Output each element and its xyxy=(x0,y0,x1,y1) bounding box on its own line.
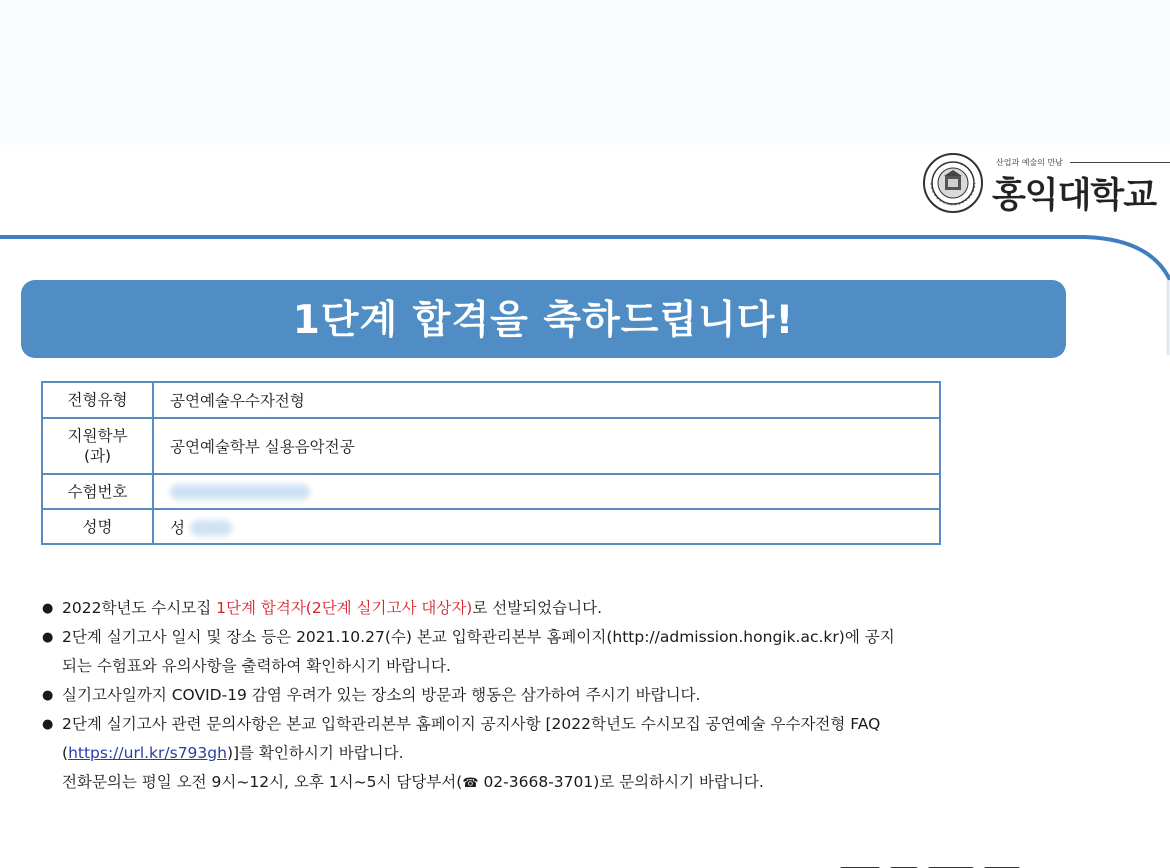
bullet-icon: ● xyxy=(42,630,54,645)
list-item xyxy=(42,594,962,623)
note1-text-end: 로 선발되었습니다. xyxy=(472,599,602,617)
department-value: 공연예술학부 실용음악전공 xyxy=(153,418,940,474)
list-item xyxy=(42,623,962,681)
table-row xyxy=(42,474,940,509)
name-label: 성명 xyxy=(42,509,153,544)
faq-link[interactable]: https://url.kr/s793gh xyxy=(68,744,227,762)
phone-icon: ☎ xyxy=(462,776,479,791)
name-visible-part: 성 xyxy=(170,518,185,537)
note4-line2 xyxy=(62,739,962,768)
congratulations-banner: 1단계 합격을 축하드립니다! xyxy=(21,280,1066,358)
department-label-line2: (과) xyxy=(83,447,112,465)
bullet-icon: ● xyxy=(42,601,54,616)
list-item xyxy=(42,710,962,798)
table-row xyxy=(42,382,940,418)
bullet-icon: ● xyxy=(42,688,54,703)
applicant-info-table xyxy=(41,381,941,545)
admission-type-label: 전형유형 xyxy=(42,382,153,418)
logo-wordmark: 홍익대학교 xyxy=(992,176,1157,216)
note4-line1: 2단계 실기고사 관련 문의사항은 본교 입학관리본부 홈페이지 공지사항 [2022학년도 수시모집 공연예술 우수자전형 FAQ xyxy=(62,715,881,733)
name-value xyxy=(153,509,940,544)
slogan-divider xyxy=(1070,162,1170,163)
note2-line1: 2단계 실기고사 일시 및 장소 등은 2021.10.27(수) 본교 입학관리본부 홈페이지(http://admission.hongik.ac.kr)에 공지 xyxy=(62,628,895,646)
table-row xyxy=(42,418,940,474)
logo-slogan: 산업과 예술의 만남 xyxy=(996,158,1063,167)
table-row xyxy=(42,509,940,544)
note4-phone-number: 02-3668-3701)로 문의하시기 바랍니다. xyxy=(478,773,764,791)
note2-line2: 되는 수험표와 유의사항을 출력하여 확인하시기 바랍니다. xyxy=(62,657,451,675)
bullet-icon: ● xyxy=(42,717,54,732)
note4-paren: ( xyxy=(62,744,69,762)
admission-type-value: 공연예술우수자전형 xyxy=(153,382,940,418)
university-logo xyxy=(922,152,1170,216)
note1-highlight: 1단계 합격자(2단계 실기고사 대상자) xyxy=(216,599,473,617)
department-label xyxy=(42,418,153,474)
exam-number-label: 수험번호 xyxy=(42,474,153,509)
notice-list xyxy=(42,594,962,798)
note1-text: 2022학년도 수시모집 xyxy=(62,599,217,617)
exam-number-value xyxy=(153,474,940,509)
note3-text: 실기고사일까지 COVID-19 감염 우려가 있는 장소의 방문과 행동은 삼가하여 주시기 바랍니다. xyxy=(62,686,701,704)
university-seal-icon xyxy=(922,152,984,214)
note4-line3 xyxy=(62,768,962,798)
redacted-exam-number xyxy=(170,484,310,500)
cropped-text-fragment xyxy=(840,856,1070,868)
note4-phone-text: 전화문의는 평일 오전 9시~12시, 오후 1시~5시 담당부서( xyxy=(62,773,463,791)
top-blank-area xyxy=(0,0,1170,145)
department-label-line1: 지원학부 xyxy=(67,427,128,445)
redacted-name xyxy=(190,520,232,536)
list-item xyxy=(42,681,962,710)
note4-line2-end: )]를 확인하시기 바랍니다. xyxy=(226,744,404,762)
